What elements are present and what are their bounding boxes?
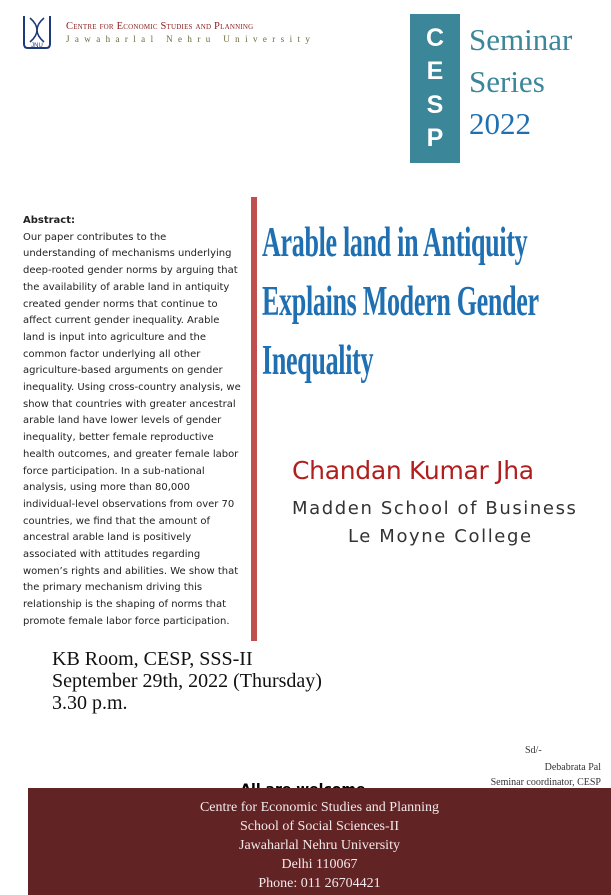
event-venue: KB Room, CESP, SSS-II [52,648,253,670]
jnu-logo-icon [22,14,52,50]
series-title-line2: Series [469,64,545,99]
signature-role: Seminar coordinator, CESP [490,777,601,788]
event-date: September 29th, 2022 (Thursday) [52,670,322,692]
footer-line: Phone: 011 26704421 [258,876,381,891]
cesp-letter: E [426,57,444,86]
footer-line: Delhi 110067 [281,857,358,872]
speaker-affiliation-college: Le Moyne College [348,526,533,547]
cesp-letter: S [426,90,444,119]
svg-text:JNU: JNU [31,43,43,49]
university-name: Jawaharlal Nehru University [66,34,316,44]
footer-address [28,788,611,895]
signature-name: Debabrata Pal [544,762,601,773]
centre-name: Centre for Economic Studies and Planning [66,21,254,32]
footer-line: Centre for Economic Studies and Planning [199,800,440,815]
series-year: 2022 [469,106,531,141]
event-details [52,648,322,714]
talk-title-line: Inequality [262,338,374,384]
abstract [23,213,241,631]
series-title-line1: Seminar [469,22,573,57]
abstract-body: Our paper contributes to the understanding of mechanisms underlying deep-rooted gender norms by arguing that the availability of arable land in antiquity created gender norms that continue to affect current gender inequality. Arable land is input into agriculture and the common factor underlying all other agriculture-based arguments on gender inequality. Using cross-country analysis, we show that countries with greater ancestral arable land have lower levels of gender inequality, better female reproductive health outcomes, and greater female labor force participation. In a sub-national analysis, using more than 80,000 individual-level observations from over 70 countries, we find that the amount of ancestral arable land is positively associated with attitudes regarding women’s rights and abilities. We show that the primary mechanism driving this relationship is the shaping of norms that promote female labor force participation. [23,231,241,627]
abstract-title: Abstract: [23,215,76,226]
event-time: 3.30 p.m. [52,692,128,714]
talk-title [262,214,609,391]
cesp-letter: C [425,24,445,53]
cesp-badge [410,14,460,163]
footer-line: Jawaharlal Nehru University [239,838,400,853]
cesp-letter: P [426,123,444,152]
talk-title-line: Arable land in Antiquity [262,220,528,266]
footer-line: School of Social Sciences-II [239,819,399,834]
speaker-affiliation-school: Madden School of Business [292,498,578,519]
signature-sd: Sd/- [525,745,542,756]
speaker-name: Chandan Kumar Jha [292,456,534,485]
vertical-divider [251,197,257,641]
talk-title-line: Explains Modern Gender [262,279,539,325]
